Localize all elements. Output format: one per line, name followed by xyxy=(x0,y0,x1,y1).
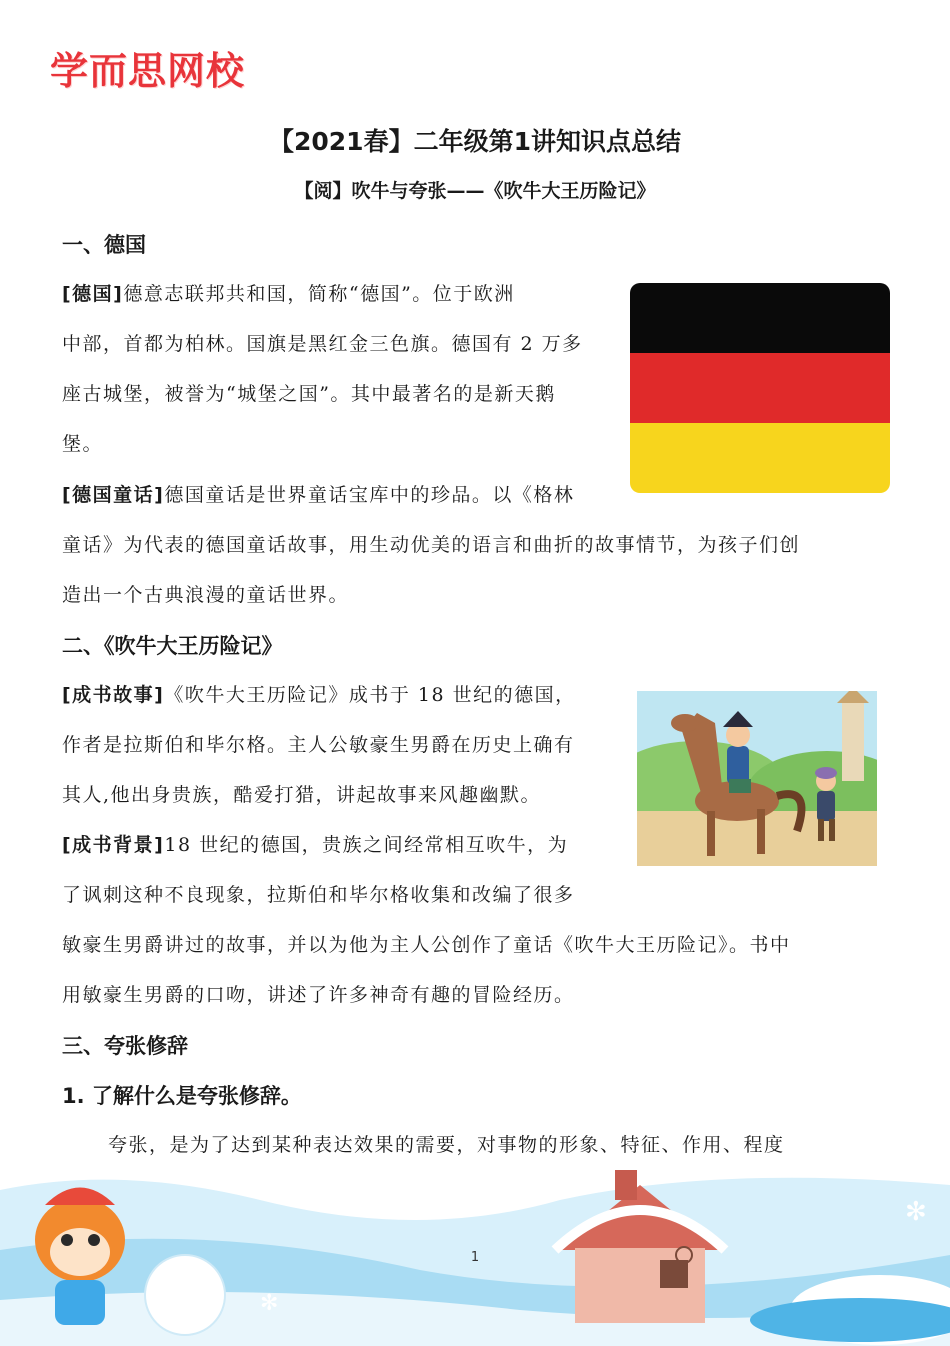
brand-logo: 学而思网校 xyxy=(50,49,246,93)
paragraph-line: 夸张，是为了达到某种表达效果的需要，对事物的形象、特征、作用、程度 xyxy=(108,1134,785,1156)
paragraph-line: 中部，首都为柏林。国旗是黑红金三色旗。德国有 2 万多 xyxy=(62,333,583,355)
flag-stripe-black xyxy=(630,283,890,353)
paragraph-line: 作者是拉斯伯和毕尔格。主人公敏豪生男爵在历史上确有 xyxy=(62,734,575,756)
term-tag: [德国] xyxy=(62,283,124,305)
paragraph-line: 堡。 xyxy=(62,433,104,455)
paragraph-line: 敏豪生男爵讲过的故事，并以为他为主人公创作了童话《吹牛大王历险记》。书中 xyxy=(62,934,791,956)
section-heading-book: 二、《吹牛大王历险记》 xyxy=(62,634,283,658)
flag-stripe-red xyxy=(630,353,890,423)
term-tag: [德国童话] xyxy=(62,484,165,506)
page-subtitle: 【阅】吹牛与夸张——《吹牛大王历险记》 xyxy=(294,180,656,202)
svg-text:✻: ✻ xyxy=(260,1291,279,1316)
paragraph-line: 了讽刺这种不良现象，拉斯伯和毕尔格收集和改编了很多 xyxy=(62,884,575,906)
paragraph-line: 童话》为代表的德国童话故事，用生动优美的语言和曲折的故事情节，为孩子们创 xyxy=(62,534,801,556)
paragraph-line: [成书背景]18 世纪的德国，贵族之间经常相互吹牛，为 xyxy=(62,834,569,856)
svg-text:✻: ✻ xyxy=(905,1197,927,1227)
paragraph-line: 造出一个古典浪漫的童话世界。 xyxy=(62,584,350,606)
subheading-what-is-hyperbole: 1. 了解什么是夸张修辞。 xyxy=(62,1084,302,1108)
page-number: 1 xyxy=(470,1250,480,1265)
paragraph-line: 座古城堡，被誉为“城堡之国”。其中最著名的是新天鹅 xyxy=(62,383,556,405)
paragraph-line: [德国]德意志联邦共和国，简称“德国”。位于欧洲 xyxy=(62,283,515,305)
paragraph-line: [德国童话]德国童话是世界童话宝库中的珍品。以《格林 xyxy=(62,484,575,506)
section-heading-germany: 一、德国 xyxy=(62,233,146,257)
paragraph-line: 其人,他出身贵族，酷爱打猎，讲起故事来风趣幽默。 xyxy=(62,784,542,806)
german-flag-image xyxy=(630,283,890,493)
section-heading-hyperbole: 三、夸张修辞 xyxy=(62,1034,188,1058)
baron-munchausen-illustration xyxy=(637,691,877,866)
paragraph-line: 用敏豪生男爵的口吻，讲述了许多神奇有趣的冒险经历。 xyxy=(62,984,575,1006)
term-tag: [成书背景] xyxy=(62,834,165,856)
term-tag: [成书故事] xyxy=(62,684,165,706)
page-title: 【2021春】二年级第1讲知识点总结 xyxy=(269,127,681,156)
flag-stripe-gold xyxy=(630,423,890,493)
paragraph-line: [成书故事]《吹牛大王历险记》成书于 18 世纪的德国， xyxy=(62,684,576,706)
